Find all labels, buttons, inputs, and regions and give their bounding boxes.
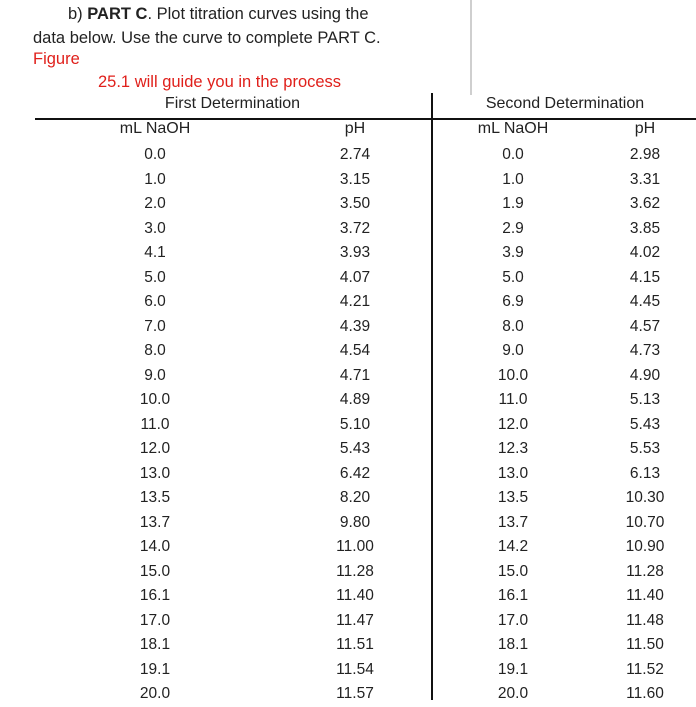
second-ph-cell: 4.15 bbox=[629, 268, 661, 286]
first-ph-cell: 6.42 bbox=[339, 464, 371, 482]
first-naoh-cell: 8.0 bbox=[144, 342, 166, 359]
second-naoh-cell: 2.9 bbox=[502, 219, 524, 237]
second-ph-cell: 2.98 bbox=[629, 146, 661, 163]
part-label: PART C bbox=[87, 5, 148, 23]
second-ph-cell: 4.90 bbox=[629, 366, 661, 384]
first-ph-cell: 5.10 bbox=[339, 415, 371, 433]
second-ph-column bbox=[600, 143, 690, 707]
first-naoh-cell: 13.5 bbox=[139, 489, 171, 506]
second-ph-cell: 10.90 bbox=[625, 538, 665, 555]
second-ph-cell: 4.73 bbox=[629, 342, 661, 359]
first-naoh-cell: 14.0 bbox=[139, 538, 171, 555]
instruction-line-2: data below. Use the curve to complete PART C. bbox=[33, 29, 381, 47]
first-ph-cell: 4.39 bbox=[339, 317, 371, 335]
second-ph-cell: 5.13 bbox=[629, 391, 661, 408]
first-naoh-cell: 9.0 bbox=[144, 366, 166, 384]
first-naoh-cell: 13.0 bbox=[139, 464, 171, 482]
second-ph-cell: 11.52 bbox=[626, 660, 664, 678]
first-naoh-cell: 2.0 bbox=[144, 195, 166, 212]
first-naoh-cell: 3.0 bbox=[144, 219, 166, 237]
first-naoh-cell: 19.1 bbox=[139, 660, 171, 678]
second-ph-cell: 11.28 bbox=[626, 562, 664, 580]
first-ph-cell: 11.57 bbox=[336, 685, 374, 702]
first-naoh-cell: 13.7 bbox=[139, 513, 171, 531]
second-naoh-cell: 6.9 bbox=[502, 293, 524, 310]
second-ph-cell: 5.43 bbox=[629, 415, 661, 433]
table-divider bbox=[431, 93, 433, 700]
second-ph-cell: 11.50 bbox=[626, 636, 664, 653]
second-naoh-cell: 18.1 bbox=[497, 636, 529, 653]
first-ph-cell: 11.47 bbox=[336, 611, 374, 629]
second-naoh-cell: 1.0 bbox=[502, 170, 524, 188]
second-ph-cell: 3.31 bbox=[629, 170, 661, 188]
second-table-title: Second Determination bbox=[485, 95, 645, 112]
first-naoh-cell: 12.0 bbox=[139, 440, 171, 457]
second-naoh-cell: 11.0 bbox=[498, 391, 528, 408]
second-naoh-cell: 10.0 bbox=[497, 366, 529, 384]
first-ph-cell: 8.20 bbox=[339, 489, 371, 506]
second-ph-cell: 10.30 bbox=[625, 489, 665, 506]
second-ph-cell: 11.60 bbox=[626, 685, 664, 702]
first-naoh-cell: 0.0 bbox=[144, 146, 166, 163]
second-naoh-cell: 16.1 bbox=[497, 587, 529, 604]
first-ph-column bbox=[310, 143, 400, 707]
first-ph-cell: 11.28 bbox=[336, 562, 374, 580]
first-ph-cell: 4.21 bbox=[339, 293, 371, 310]
first-table-title: First Determination bbox=[164, 95, 301, 112]
first-naoh-header: mL NaOH bbox=[119, 120, 191, 137]
second-ph-cell: 4.57 bbox=[629, 317, 661, 335]
first-ph-cell: 4.07 bbox=[339, 268, 371, 286]
second-ph-cell: 11.40 bbox=[626, 587, 664, 604]
page-margin-line bbox=[470, 0, 472, 95]
first-naoh-cell: 5.0 bbox=[144, 268, 166, 286]
first-naoh-cell: 18.1 bbox=[139, 636, 171, 653]
first-naoh-cell: 10.0 bbox=[139, 391, 171, 408]
first-ph-cell: 3.72 bbox=[339, 219, 371, 237]
first-ph-cell: 2.74 bbox=[339, 146, 371, 163]
part-prefix: b) bbox=[68, 5, 88, 23]
first-naoh-cell: 16.1 bbox=[139, 587, 171, 604]
second-naoh-cell: 0.0 bbox=[502, 146, 524, 163]
first-naoh-cell: 11.0 bbox=[140, 415, 170, 433]
second-ph-cell: 3.85 bbox=[629, 219, 661, 237]
second-ph-cell: 6.13 bbox=[629, 464, 661, 482]
second-ph-cell: 5.53 bbox=[629, 440, 661, 457]
first-naoh-cell: 7.0 bbox=[144, 317, 166, 335]
second-ph-cell: 10.70 bbox=[625, 513, 665, 531]
second-naoh-cell: 1.9 bbox=[502, 195, 524, 212]
first-ph-header: pH bbox=[344, 120, 366, 137]
second-naoh-cell: 14.2 bbox=[497, 538, 529, 555]
second-naoh-cell: 12.3 bbox=[497, 440, 529, 457]
second-naoh-cell: 12.0 bbox=[497, 415, 529, 433]
second-naoh-cell: 3.9 bbox=[502, 244, 524, 261]
first-naoh-cell: 20.0 bbox=[139, 685, 171, 702]
first-ph-cell: 11.51 bbox=[336, 636, 374, 653]
second-naoh-cell: 19.1 bbox=[497, 660, 529, 678]
first-ph-cell: 11.54 bbox=[336, 660, 374, 678]
second-ph-header: pH bbox=[634, 120, 656, 137]
instruction-text-1: . Plot titration curves using the bbox=[147, 5, 369, 23]
figure-link-continued[interactable]: 25.1 will guide you in the process bbox=[98, 73, 342, 91]
first-naoh-cell: 4.1 bbox=[144, 244, 166, 261]
first-ph-cell: 4.89 bbox=[339, 391, 371, 408]
first-ph-cell: 3.93 bbox=[339, 244, 371, 261]
first-ph-cell: 5.43 bbox=[339, 440, 371, 457]
second-ph-cell: 11.48 bbox=[626, 611, 664, 629]
first-naoh-cell: 1.0 bbox=[144, 170, 166, 188]
first-naoh-cell: 6.0 bbox=[144, 293, 166, 310]
second-naoh-cell: 13.7 bbox=[497, 513, 529, 531]
second-naoh-cell: 9.0 bbox=[502, 342, 524, 359]
first-ph-cell: 9.80 bbox=[339, 513, 371, 531]
second-naoh-header: mL NaOH bbox=[477, 120, 549, 137]
second-naoh-cell: 15.0 bbox=[497, 562, 529, 580]
first-ph-cell: 3.50 bbox=[339, 195, 371, 212]
first-naoh-cell: 15.0 bbox=[139, 562, 171, 580]
figure-link[interactable]: Figure bbox=[33, 50, 80, 68]
second-naoh-cell: 17.0 bbox=[497, 611, 529, 629]
second-ph-cell: 3.62 bbox=[629, 195, 661, 212]
first-naoh-cell: 17.0 bbox=[139, 611, 171, 629]
first-naoh-column bbox=[100, 143, 210, 707]
instruction-line-1 bbox=[68, 3, 369, 25]
first-ph-cell: 3.15 bbox=[339, 170, 371, 188]
second-naoh-cell: 13.0 bbox=[497, 464, 529, 482]
first-ph-cell: 4.71 bbox=[339, 366, 371, 384]
second-ph-cell: 4.45 bbox=[629, 293, 661, 310]
first-ph-cell: 11.00 bbox=[336, 538, 374, 555]
second-naoh-cell: 20.0 bbox=[497, 685, 529, 702]
second-naoh-cell: 8.0 bbox=[502, 317, 524, 335]
first-ph-cell: 11.40 bbox=[336, 587, 374, 604]
second-naoh-column bbox=[458, 143, 568, 707]
second-naoh-cell: 5.0 bbox=[502, 268, 524, 286]
second-naoh-cell: 13.5 bbox=[497, 489, 529, 506]
second-ph-cell: 4.02 bbox=[629, 244, 661, 261]
first-ph-cell: 4.54 bbox=[339, 342, 371, 359]
